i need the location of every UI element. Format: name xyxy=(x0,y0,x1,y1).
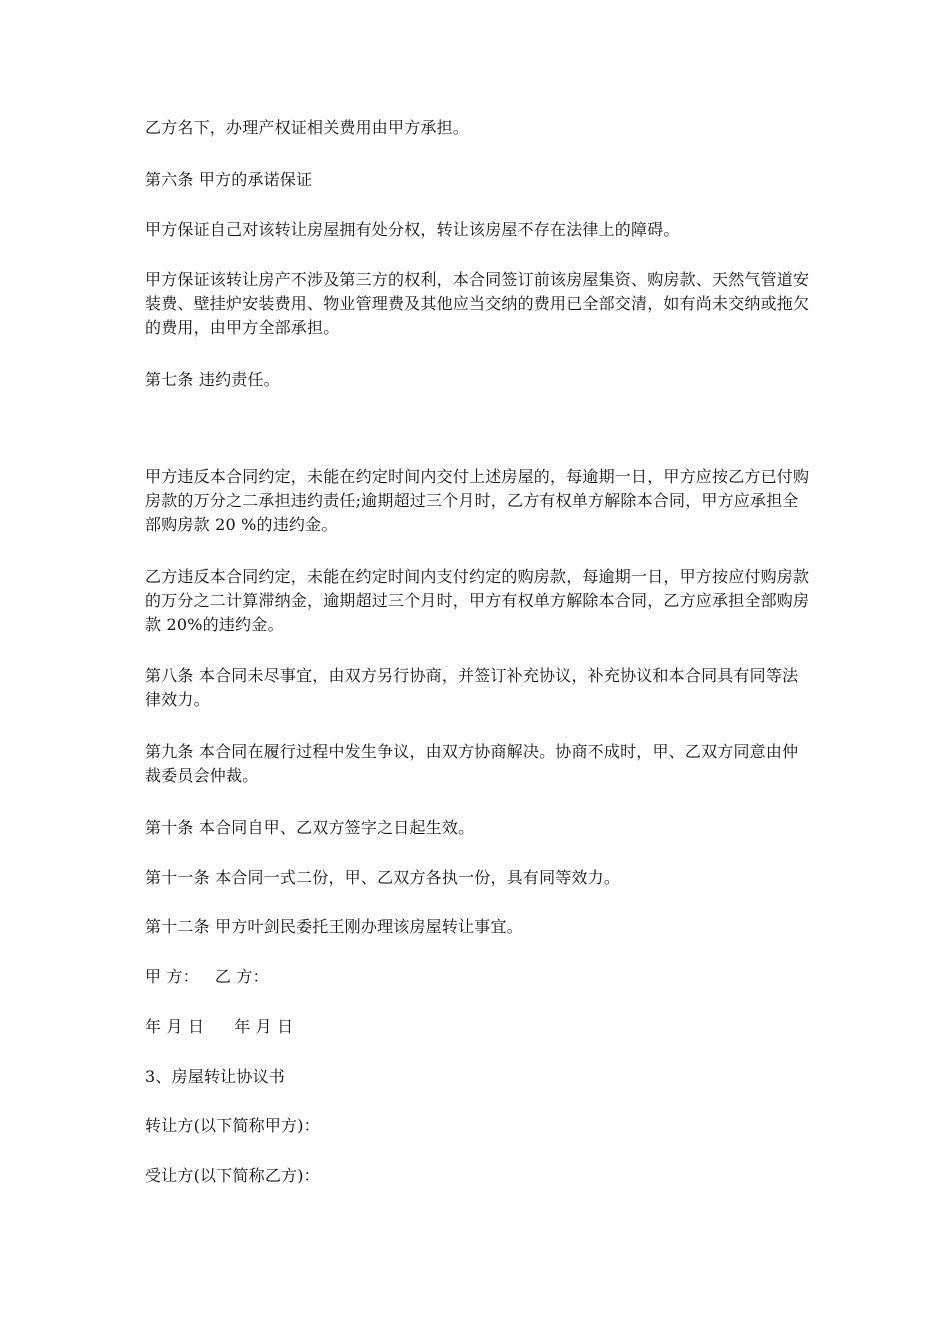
party-a-date: 年 月 日 xyxy=(145,1017,205,1036)
article-10: 第十条 本合同自甲、乙双方签字之日起生效。 xyxy=(145,818,475,837)
signature-dates xyxy=(145,1015,810,1039)
transferor-label: 转让方(以下简称甲方)： xyxy=(145,1116,320,1135)
party-b-date: 年 月 日 xyxy=(234,1017,294,1036)
article-9: 第九条 本合同在履行过程中发生争议，由双方协商解决。协商不成时，甲、乙双方同意由仲裁委员会仲裁。 xyxy=(145,742,799,785)
article-6-heading: 第六条 甲方的承诺保证 xyxy=(145,170,313,189)
paragraph-third-party-rights: 甲方保证该转让房产不涉及第三方的权利，本合同签订前该房屋集资、购房款、天然气管道安装费、壁挂炉安装费用、物业管理费及其他应当交纳的费用已全部交清，如有尚未交纳或拖欠的费用，由甲方全部承担。 xyxy=(145,270,810,337)
article-12: 第十二条 甲方叶剑民委托王刚办理该房屋转让事宜。 xyxy=(145,917,523,936)
transferee-label: 受让方(以下简称乙方)： xyxy=(145,1166,320,1185)
article-7-heading: 第七条 违约责任。 xyxy=(145,370,280,389)
paragraph-party-b-breach: 乙方违反本合同约定，未能在约定时间内支付约定的购房款，每逾期一日，甲方按应付购房款的万分之二计算滞纳金，逾期超过三个月时，甲方有权单方解除本合同，乙方应承担全部购房款 20%的违约金。 xyxy=(145,567,810,634)
party-b-label: 乙 方： xyxy=(214,967,269,986)
article-8: 第八条 本合同未尽事宜，由双方另行协商，并签订补充协议，补充协议和本合同具有同等法律效力。 xyxy=(145,666,799,709)
article-11: 第十一条 本合同一式二份，甲、乙双方各执一份，具有同等效力。 xyxy=(145,868,621,887)
paragraph-disposal-right: 甲方保证自己对该转让房屋拥有处分权，转让该房屋不存在法律上的障碍。 xyxy=(145,220,680,239)
paragraph-party-a-breach: 甲方违反本合同约定，未能在约定时间内交付上述房屋的，每逾期一日，甲方应按乙方已付购房款的万分之二承担违约责任;逾期超过三个月时，乙方有权单方解除本合同，甲方应承担全部购房款 20 %的违约金。 xyxy=(145,467,810,534)
party-a-label: 甲 方： xyxy=(145,967,199,986)
signature-parties xyxy=(145,965,810,989)
next-section-title: 3、房屋转让协议书 xyxy=(145,1067,285,1086)
paragraph-certificate-fees: 乙方名下，办理产权证相关费用由甲方承担。 xyxy=(145,118,470,137)
